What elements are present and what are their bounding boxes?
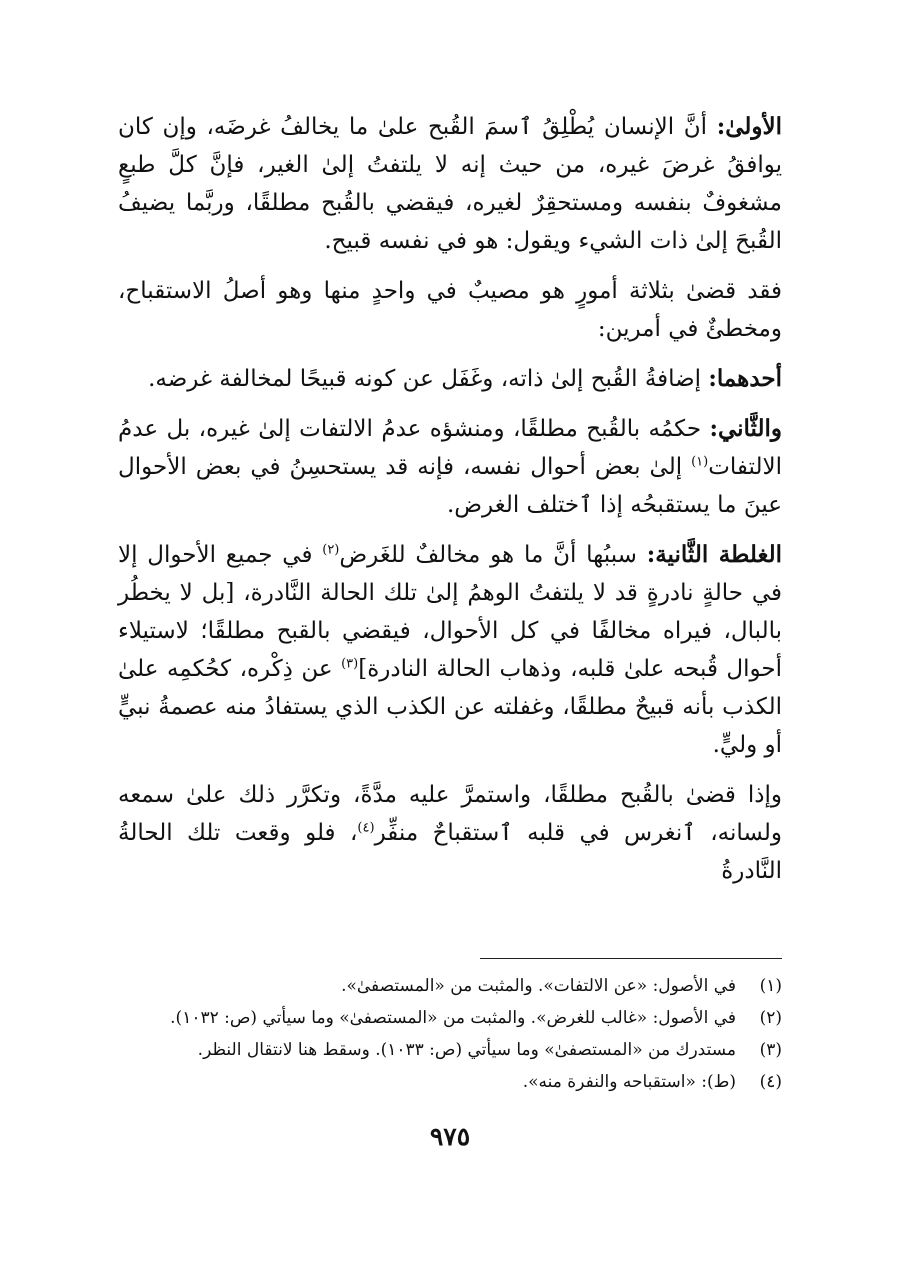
footnote-marker[interactable]: (٢) xyxy=(322,542,340,558)
footnote-number: (١) xyxy=(759,976,782,996)
paragraph-first-matter xyxy=(118,360,782,398)
footnote-text: في الأصول: «غالب للغرض». والمثبت من «المستصفىٰ» وما سيأتي (ص: ١٠٣٢). xyxy=(170,1008,736,1028)
footnote-separator xyxy=(480,958,782,959)
footnote xyxy=(118,1002,782,1034)
paragraph-text: وإذا قضىٰ بالقُبح مطلقًا، واستمرَّ عليه مدَّةً، وتكرَّر ذلك علىٰ سمعه ولسانه، ٱنغرس في قلبه ٱستقباحٌ منفِّر xyxy=(118,782,783,846)
paragraph-heading: والثَّاني: xyxy=(709,415,782,442)
paragraph-continuation xyxy=(118,776,782,890)
paragraph-text: ، فلو وقعت تلك الحالةُ النَّادرةُ xyxy=(118,820,782,884)
footnote-number: (٤) xyxy=(759,1072,782,1092)
paragraph-three-matters xyxy=(118,272,782,348)
paragraph-text: إضافةُ القُبح إلىٰ ذاته، وغَفَل عن كونه قبيحًا لمخالفة غرضه. xyxy=(148,366,709,392)
paragraph-text: عن ذِكْره، كحُكمِه علىٰ الكذب بأنه قبيحٌ مطلقًا، وغفلته عن الكذب الذي يستفادُ منه عصمةُ نبيٍّ أو وليٍّ. xyxy=(118,656,782,758)
footnotes xyxy=(118,970,782,1098)
paragraph-second-matter xyxy=(118,410,782,524)
footnote-number: (٣) xyxy=(759,1040,782,1060)
footnote xyxy=(118,970,782,1002)
paragraph-heading: الأولىٰ: xyxy=(716,113,782,140)
paragraph-heading: الغلطة الثَّانية: xyxy=(646,541,783,568)
footnote xyxy=(118,1066,782,1098)
paragraph-heading: أحدهما: xyxy=(708,365,782,392)
paragraph-text: حكمُه بالقُبح مطلقًا، ومنشؤه عدمُ الالتفات إلىٰ غيره، بل عدمُ الالتفات xyxy=(118,416,782,480)
footnote-text: في الأصول: «عن الالتفات». والمثبت من «المستصفىٰ». xyxy=(341,976,736,996)
page-number: ٩٧٥ xyxy=(429,1122,471,1151)
paragraph-second-error xyxy=(118,536,782,764)
paragraph-text: إلىٰ بعض أحوال نفسه، فإنه قد يستحسِنُ في بعض الأحوال عينَ ما يستقبحُه إذا ٱختلف الغرض. xyxy=(118,454,782,518)
paragraph-text: أنَّ الإنسان يُطْلِقُ ٱسمَ القُبح علىٰ ما يخالفُ غرضَه، وإن كان يوافقُ غرضَ غيره، من حيث إنه لا يلتفتُ إلىٰ الغير، فإنَّ كلَّ طبعٍ مشغوفٌ بنفسه ومستحقِرٌ لغيره، فيقضي بالقُبح مطلقًا، وربَّما يضيفُ القُبحَ إلىٰ ذات الشيء ويقول: هو في نفسه قبيح. xyxy=(118,114,782,254)
footnote-marker[interactable]: (٣) xyxy=(341,656,359,672)
paragraph-first-error xyxy=(118,108,782,260)
paragraph-text: فقد قضىٰ بثلاثة أمورٍ هو مصيبٌ في واحدٍ منها وهو أصلُ الاستقباح، ومخطئٌ في أمرين: xyxy=(118,278,782,342)
footnote-text: (ط): «استقباحه والنفرة منه». xyxy=(522,1072,736,1092)
paragraph-text: في جميع الأحوال إلا في حالةٍ نادرةٍ قد لا يلتفتُ الوهمُ إلىٰ تلك الحالة النَّادرة، [بل لا يخطُر بالبال، فيراه مخالفًا في كل الأحوال، فيقضي بالقبح مطلقًا؛ لاستيلاء أحوال قُبحه علىٰ قلبه، وذهاب الحالة النادرة] xyxy=(118,542,782,682)
main-text xyxy=(118,108,782,902)
footnote-marker[interactable]: (٤) xyxy=(357,820,375,836)
paragraph-text: سببُها أنَّ ما هو مخالفٌ للغَرض xyxy=(339,542,647,568)
footnote-number: (٢) xyxy=(759,1008,782,1028)
footnote xyxy=(118,1034,782,1066)
footnote-marker[interactable]: (١) xyxy=(691,454,709,470)
footnote-text: مستدرك من «المستصفىٰ» وما سيأتي (ص: ١٠٣٣). وسقط هنا لانتقال النظر. xyxy=(197,1040,736,1060)
